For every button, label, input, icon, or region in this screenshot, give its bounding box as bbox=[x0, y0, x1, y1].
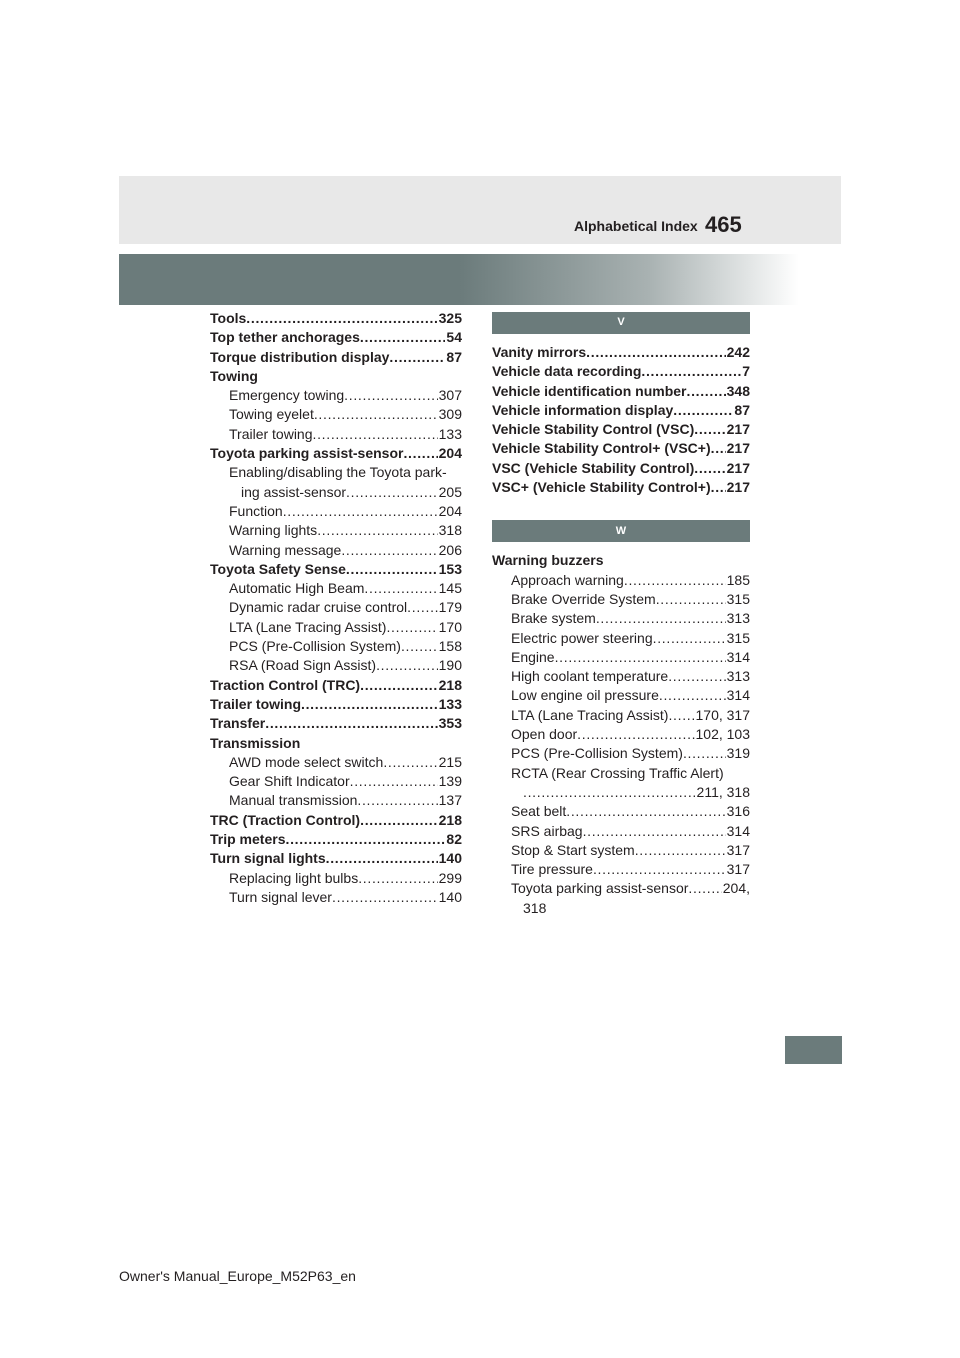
entry-page-ref: 133 bbox=[438, 425, 462, 442]
leader-dots bbox=[586, 343, 725, 362]
page-number: 465 bbox=[705, 212, 742, 237]
entry-label: Vehicle data recording bbox=[492, 363, 642, 380]
entry-label: Trip meters bbox=[210, 831, 286, 848]
entry-page-ref: 242 bbox=[726, 344, 750, 360]
entry-page-ref: 170, 317 bbox=[695, 706, 750, 723]
leader-dots bbox=[314, 405, 438, 424]
index-entry bbox=[210, 521, 462, 540]
leader-dots bbox=[555, 648, 726, 667]
entry-label: Seat belt bbox=[511, 803, 567, 820]
entry-label: Electric power steering bbox=[511, 629, 653, 646]
leader-dots bbox=[593, 860, 726, 879]
entry-page-ref: 217 bbox=[726, 479, 750, 496]
index-entry bbox=[210, 560, 462, 579]
entry-label: ing assist-sensor bbox=[241, 483, 347, 500]
entry-page-ref: 54 bbox=[446, 329, 462, 346]
index-entry bbox=[492, 802, 750, 821]
entry-page-ref: 204, bbox=[722, 880, 750, 897]
index-entry bbox=[210, 830, 462, 849]
header-title: Alphabetical Index bbox=[574, 218, 698, 234]
entry-label: Transfer bbox=[210, 715, 266, 732]
entry-label: Open door bbox=[511, 726, 578, 743]
index-entry bbox=[492, 686, 750, 705]
leader-dots bbox=[301, 695, 438, 714]
leader-dots bbox=[566, 802, 725, 821]
entry-label: PCS (Pre-Collision System) bbox=[511, 745, 683, 762]
index-entry bbox=[210, 734, 462, 753]
index-entry bbox=[492, 822, 750, 841]
leader-dots bbox=[583, 822, 726, 841]
index-entry bbox=[210, 348, 462, 367]
entry-page-ref: 317 bbox=[726, 841, 750, 858]
leader-dots bbox=[694, 459, 725, 478]
entry-page-ref: 190 bbox=[438, 657, 462, 674]
entry-label: LTA (Lane Tracing Assist) bbox=[229, 618, 387, 635]
entry-label: Torque distribution display bbox=[210, 348, 390, 365]
entry-page-ref: 140 bbox=[438, 850, 462, 867]
leader-dots bbox=[673, 401, 733, 420]
entry-page-ref: 218 bbox=[438, 811, 462, 828]
entry-label: Brake system bbox=[511, 610, 596, 627]
leader-dots bbox=[360, 676, 438, 695]
leader-dots bbox=[694, 420, 725, 439]
index-entry bbox=[210, 309, 462, 328]
leader-dots bbox=[641, 362, 741, 381]
entry-label: Vehicle Stability Control (VSC) bbox=[492, 421, 695, 438]
entry-page-ref: 204 bbox=[438, 502, 462, 519]
leader-dots bbox=[407, 598, 437, 617]
leader-dots bbox=[386, 618, 437, 637]
index-entry bbox=[492, 629, 750, 648]
leader-dots bbox=[341, 541, 437, 560]
leader-dots bbox=[346, 560, 438, 579]
entry-label: Vehicle information display bbox=[492, 401, 674, 418]
entry-label: Toyota parking assist-sensor bbox=[210, 445, 404, 462]
index-entry bbox=[492, 648, 750, 667]
leader-dots bbox=[350, 772, 438, 791]
entry-label: Warning lights bbox=[229, 522, 318, 539]
leader-dots bbox=[668, 706, 694, 725]
index-entry bbox=[492, 551, 750, 570]
index-entry bbox=[210, 849, 462, 868]
entry-label: Low engine oil pressure bbox=[511, 687, 659, 704]
index-entry bbox=[492, 382, 750, 401]
index-entry bbox=[210, 618, 462, 637]
entry-label: Replacing light bulbs bbox=[229, 869, 359, 886]
entry-page-ref: 317 bbox=[726, 861, 750, 878]
index-entry bbox=[492, 899, 750, 918]
index-entry bbox=[492, 706, 750, 725]
entry-label: Vanity mirrors bbox=[492, 344, 587, 360]
entry-page-ref: 7 bbox=[742, 363, 750, 380]
entry-label: Warning buzzers bbox=[492, 552, 604, 569]
entry-page-ref: 313 bbox=[726, 668, 750, 685]
entry-label: Emergency towing bbox=[229, 387, 345, 404]
index-entry bbox=[210, 541, 462, 560]
entry-label: Trailer towing bbox=[229, 425, 313, 442]
entry-page-ref: 206 bbox=[438, 541, 462, 558]
index-entry bbox=[492, 764, 750, 783]
entry-page-ref: 133 bbox=[438, 695, 462, 712]
entry-label: Engine bbox=[511, 648, 555, 665]
index-entry bbox=[210, 463, 462, 482]
leader-dots bbox=[711, 478, 726, 497]
index-entry bbox=[492, 401, 750, 420]
entry-page-ref: 314 bbox=[726, 687, 750, 704]
leader-dots bbox=[635, 841, 726, 860]
entry-label: Warning message bbox=[229, 541, 342, 558]
index-entry bbox=[492, 590, 750, 609]
entry-page-ref: 325 bbox=[438, 310, 462, 326]
entry-page-ref: 158 bbox=[438, 638, 462, 655]
leader-dots bbox=[360, 811, 438, 830]
index-entry bbox=[210, 425, 462, 444]
leader-dots bbox=[364, 579, 437, 598]
index-entry bbox=[492, 609, 750, 628]
leader-dots bbox=[317, 521, 437, 540]
entry-page-ref: 145 bbox=[438, 580, 462, 597]
entry-label: Trailer towing bbox=[210, 695, 302, 712]
leader-dots bbox=[360, 328, 446, 347]
index-entry bbox=[492, 725, 750, 744]
entry-label: Top tether anchorages bbox=[210, 329, 360, 346]
entry-page-ref: 170 bbox=[438, 618, 462, 635]
entry-page-ref: 319 bbox=[726, 745, 750, 762]
leader-dots bbox=[376, 656, 438, 675]
entry-label: SRS airbag bbox=[511, 822, 583, 839]
index-entry bbox=[210, 676, 462, 695]
chapter-tab bbox=[785, 1036, 842, 1064]
entry-page-ref: 348 bbox=[726, 382, 750, 399]
index-column-right bbox=[492, 309, 750, 918]
footer-text: Owner's Manual_Europe_M52P63_en bbox=[119, 1268, 356, 1284]
index-entry bbox=[210, 695, 462, 714]
index-entry bbox=[210, 405, 462, 424]
entry-page-ref: 215 bbox=[438, 753, 462, 770]
leader-dots bbox=[326, 849, 438, 868]
entry-page-ref: 87 bbox=[734, 401, 750, 418]
index-entry bbox=[210, 637, 462, 656]
leader-dots bbox=[265, 714, 437, 733]
index-entry bbox=[210, 753, 462, 772]
entry-page-ref: 205 bbox=[438, 483, 462, 500]
entry-label: RSA (Road Sign Assist) bbox=[229, 657, 377, 674]
entry-label: LTA (Lane Tracing Assist) bbox=[511, 706, 669, 723]
leader-dots bbox=[346, 483, 438, 502]
leader-dots bbox=[656, 590, 726, 609]
entry-page-ref: 316 bbox=[726, 803, 750, 820]
entry-label: Turn signal lever bbox=[229, 888, 332, 905]
leader-dots bbox=[344, 386, 437, 405]
entry-page-ref: 217 bbox=[726, 440, 750, 457]
entry-page-ref: 217 bbox=[726, 459, 750, 476]
index-entry bbox=[492, 744, 750, 763]
entry-page-ref: 307 bbox=[438, 387, 462, 404]
index-entry bbox=[492, 783, 750, 802]
entry-page-ref: 218 bbox=[438, 676, 462, 693]
index-entry bbox=[210, 791, 462, 810]
entry-page-ref: 139 bbox=[438, 773, 462, 790]
index-entry bbox=[210, 386, 462, 405]
entry-label: VSC (Vehicle Stability Control) bbox=[492, 459, 695, 476]
entry-page-ref: 211, 318 bbox=[696, 783, 750, 800]
entry-page-ref: 217 bbox=[726, 421, 750, 438]
leader-dots bbox=[683, 744, 726, 763]
leader-dots bbox=[523, 783, 696, 802]
index-entry bbox=[210, 714, 462, 733]
entry-label: Dynamic radar cruise control bbox=[229, 599, 408, 616]
entry-page-ref: 140 bbox=[438, 888, 462, 905]
index-entry bbox=[210, 579, 462, 598]
entry-label: Function bbox=[229, 502, 283, 519]
leader-dots bbox=[246, 309, 437, 328]
index-entry bbox=[210, 444, 462, 463]
leader-dots bbox=[577, 725, 694, 744]
leader-dots bbox=[668, 667, 725, 686]
entry-label: Gear Shift Indicator bbox=[229, 773, 350, 790]
section-header-v: V bbox=[492, 312, 750, 334]
entry-page-ref: 299 bbox=[438, 869, 462, 886]
leader-dots bbox=[313, 425, 438, 444]
index-entry bbox=[492, 362, 750, 381]
index-entry bbox=[210, 656, 462, 675]
entry-label: Transmission bbox=[210, 734, 301, 751]
section-header-w: W bbox=[492, 520, 750, 542]
index-entry bbox=[492, 343, 750, 362]
leader-dots bbox=[283, 502, 438, 521]
entry-label: Automatic High Beam bbox=[229, 580, 365, 597]
entry-label: Manual transmission bbox=[229, 792, 358, 809]
entry-page-ref: 87 bbox=[446, 348, 462, 365]
entry-page-ref: 82 bbox=[446, 831, 462, 848]
entry-label: Towing bbox=[210, 367, 258, 384]
entry-page-ref: 313 bbox=[726, 610, 750, 627]
index-entry bbox=[492, 860, 750, 879]
leader-dots bbox=[711, 439, 726, 458]
section-banner bbox=[119, 254, 799, 305]
index-column-left bbox=[210, 309, 462, 907]
leader-dots bbox=[383, 753, 437, 772]
leader-dots bbox=[285, 830, 445, 849]
entry-page-ref: 102, 103 bbox=[695, 726, 750, 743]
entry-page-ref: 314 bbox=[726, 648, 750, 665]
entry-page-ref: 315 bbox=[726, 629, 750, 646]
leader-dots bbox=[332, 888, 438, 907]
entry-label: VSC+ (Vehicle Stability Control+) bbox=[492, 479, 711, 496]
entry-page-ref: 318 bbox=[438, 522, 462, 539]
entry-label: Vehicle identification number bbox=[492, 382, 687, 399]
entry-label: 318 bbox=[523, 899, 547, 916]
entry-label: Brake Override System bbox=[511, 590, 656, 607]
entry-label: RCTA (Rear Crossing Traffic Alert) bbox=[511, 764, 724, 781]
entry-page-ref: 153 bbox=[438, 560, 462, 577]
entry-page-ref: 137 bbox=[438, 792, 462, 809]
index-entry bbox=[210, 811, 462, 830]
entry-label: Enabling/disabling the Toyota park- bbox=[229, 464, 447, 481]
entry-label: Traction Control (TRC) bbox=[210, 676, 361, 693]
index-entry bbox=[210, 502, 462, 521]
entry-page-ref: 204 bbox=[438, 445, 462, 462]
leader-dots bbox=[624, 571, 726, 590]
index-entry bbox=[492, 841, 750, 860]
leader-dots bbox=[596, 609, 726, 628]
entry-page-ref: 314 bbox=[726, 822, 750, 839]
leader-dots bbox=[401, 637, 438, 656]
index-entry bbox=[210, 598, 462, 617]
entry-page-ref: 179 bbox=[438, 599, 462, 616]
index-entry bbox=[492, 667, 750, 686]
leader-dots bbox=[403, 444, 437, 463]
index-entry bbox=[210, 869, 462, 888]
leader-dots bbox=[358, 869, 437, 888]
entry-page-ref: 309 bbox=[438, 406, 462, 423]
index-entry bbox=[492, 459, 750, 478]
index-entry bbox=[492, 478, 750, 497]
entry-label: Tools bbox=[210, 310, 247, 326]
entry-label: Toyota parking assist-sensor bbox=[511, 880, 689, 897]
entry-page-ref: 185 bbox=[726, 571, 750, 588]
entry-label: TRC (Traction Control) bbox=[210, 811, 361, 828]
entry-label: Stop & Start system bbox=[511, 841, 635, 858]
entry-label: PCS (Pre-Collision System) bbox=[229, 638, 401, 655]
leader-dots bbox=[659, 686, 726, 705]
entry-label: Turn signal lights bbox=[210, 850, 326, 867]
entry-label: AWD mode select switch bbox=[229, 753, 384, 770]
index-entry bbox=[210, 772, 462, 791]
leader-dots bbox=[389, 348, 445, 367]
entry-label: Towing eyelet bbox=[229, 406, 314, 423]
index-entry bbox=[492, 879, 750, 898]
leader-dots bbox=[688, 879, 721, 898]
entry-label: Approach warning bbox=[511, 571, 624, 588]
leader-dots bbox=[653, 629, 726, 648]
entry-label: Vehicle Stability Control+ (VSC+) bbox=[492, 440, 711, 457]
index-entry bbox=[492, 571, 750, 590]
index-entry bbox=[210, 328, 462, 347]
index-entry bbox=[210, 367, 462, 386]
entry-label: Tire pressure bbox=[511, 861, 593, 878]
index-entry bbox=[492, 439, 750, 458]
leader-dots bbox=[357, 791, 437, 810]
index-entry bbox=[492, 420, 750, 439]
index-entry bbox=[210, 888, 462, 907]
entry-label: Toyota Safety Sense bbox=[210, 560, 346, 577]
entry-label: High coolant temperature bbox=[511, 668, 669, 685]
entry-page-ref: 315 bbox=[726, 590, 750, 607]
entry-page-ref: 353 bbox=[438, 715, 462, 732]
leader-dots bbox=[686, 382, 725, 401]
index-entry bbox=[210, 483, 462, 502]
